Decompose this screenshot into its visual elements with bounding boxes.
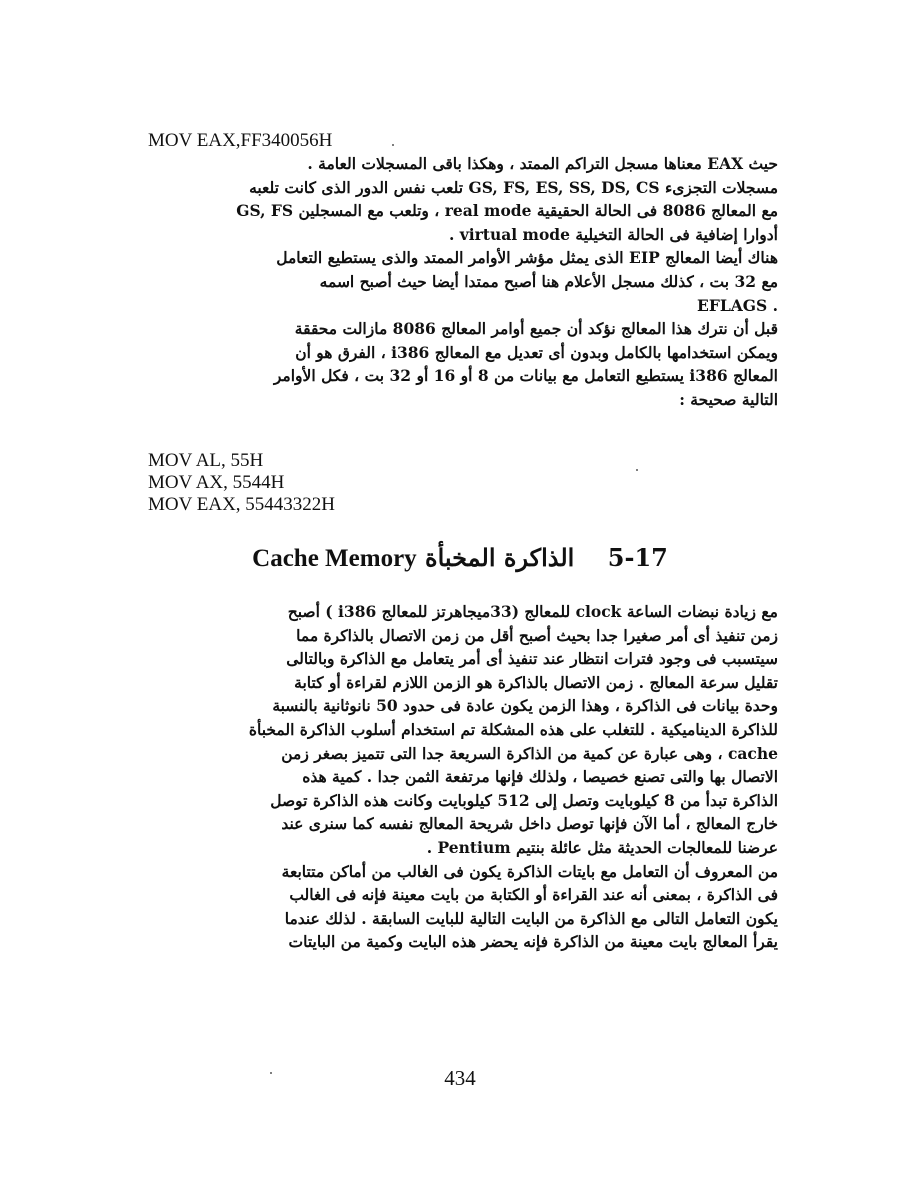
text-line: عرضنا للمعالجات الحديثة مثل عائلة بنتيم Pentium . (426, 837, 778, 857)
text-line: التالية صحيحة : (679, 389, 778, 409)
text-line: مع 32 بت ، كذلك مسجل الأعلام هنا أصبح ممتدا أيضا حيث أصبح اسمه (319, 271, 778, 291)
text-line: مع زيادة نبضات الساعة clock للمعالج (33ميجاهرتز للمعالج i386 ) أصبح (287, 602, 778, 621)
code-line: MOV AL, 55H (148, 450, 264, 471)
text-line: مسجلات التجزىء GS, FS, ES, SS, DS, CS تلعب نفس الدور الذى كانت تلعبه (249, 177, 778, 197)
section-title-arabic: الذاكرة المخبأة (425, 543, 575, 572)
section-number: 5-17 (607, 543, 668, 572)
code-line: MOV AX, 5544H (148, 472, 285, 493)
text-line: سيتسبب فى وجود فترات انتظار عند تنفيذ أى أمر يتعامل مع الذاكرة وبالتالى (286, 649, 778, 669)
scan-speck (636, 469, 638, 471)
text-line: وحدة بيانات فى الذاكرة ، وهذا الزمن يكون عادة فى حدود 50 نانوثانية بالنسبة (272, 696, 778, 716)
section-title-english: Cache Memory (252, 545, 417, 572)
text-line: هناك أيضا المعالج EIP الذى يمثل مؤشر الأوامر الممتد والذى يستطيع التعامل (276, 248, 778, 268)
text-line: خارج المعالج ، أما الآن فإنها توصل داخل شريحة المعالج نفسه كما سنرى عند (281, 814, 778, 834)
text-line: ويمكن استخدامها بالكامل وبدون أى تعديل مع المعالج i386 ، الفرق هو أن (295, 342, 778, 362)
code-line: MOV EAX,FF340056H (148, 130, 333, 151)
text-line: زمن تنفيذ أى أمر صغيرا جدا بحيث أصبح أقل من زمن الاتصال بالذاكرة مما (296, 625, 778, 645)
text-line: . EFLAGS (697, 295, 778, 315)
text-line: يكون التعامل التالى مع الذاكرة من البايت التالية للبايت السابقة . لذلك عندما (284, 908, 778, 928)
text-line: من المعروف أن التعامل مع بايتات الذاكرة يكون فى الغالب من أماكن متتابعة (281, 861, 778, 881)
text-line: للذاكرة الديناميكية . للتغلب على هذه المشكلة تم استخدام أسلوب الذاكرة المخبأة (248, 719, 778, 739)
text-line: مع المعالج 8086 فى الحالة الحقيقية real mode ، وتلعب مع المسجلين GS, FS (236, 201, 778, 221)
text-line: الاتصال بها والتى تصنع خصيصا ، ولذلك فإنها مرتفعة الثمن جدا . كمية هذه (302, 767, 778, 787)
paragraph-cache (148, 600, 778, 954)
text-line: المعالج i386 يستطيع التعامل مع بيانات من 8 أو 16 أو 32 بت ، فكل الأوامر (273, 366, 778, 386)
text-line: قبل أن نترك هذا المعالج نؤكد أن جميع أوامر المعالج 8086 مازالت محققة (294, 319, 778, 339)
code-line: MOV EAX, 55443322H (148, 494, 336, 515)
scan-speck (270, 1072, 272, 1074)
code-block-top (148, 130, 332, 152)
text-line: تقليل سرعة المعالج . زمن الاتصال بالذاكرة هو الزمن اللازم لقراءة أو كتابة (294, 672, 778, 692)
text-line: فى الذاكرة ، بمعنى أنه عند القراءة أو الكتابة من بايت معينة فإنه فى الغالب (289, 885, 778, 905)
text-line: cache ، وهى عبارة عن كمية من الذاكرة السريعة جدا التى تتميز بصغر زمن (281, 743, 778, 763)
text-line: الذاكرة تبدأ من 8 كيلوبايت وتصل إلى 512 كيلوبايت وكانت هذه الذاكرة توصل (270, 790, 778, 810)
section-heading (160, 540, 760, 577)
page-number: 434 (444, 1066, 476, 1090)
paragraph-registers (148, 152, 778, 412)
text-line: حيث EAX معناها مسجل التراكم الممتد ، وهكذا باقى المسجلات العامة . (307, 154, 778, 173)
text-line: يقرأ المعالج بايت معينة من الذاكرة فإنه يحضر هذه البايت وكمية من البايتات (288, 932, 778, 952)
code-block-bottom (148, 450, 335, 516)
text-line: أدوارا إضافية فى الحالة التخيلية virtual mode . (448, 224, 778, 244)
scan-speck (392, 144, 394, 146)
